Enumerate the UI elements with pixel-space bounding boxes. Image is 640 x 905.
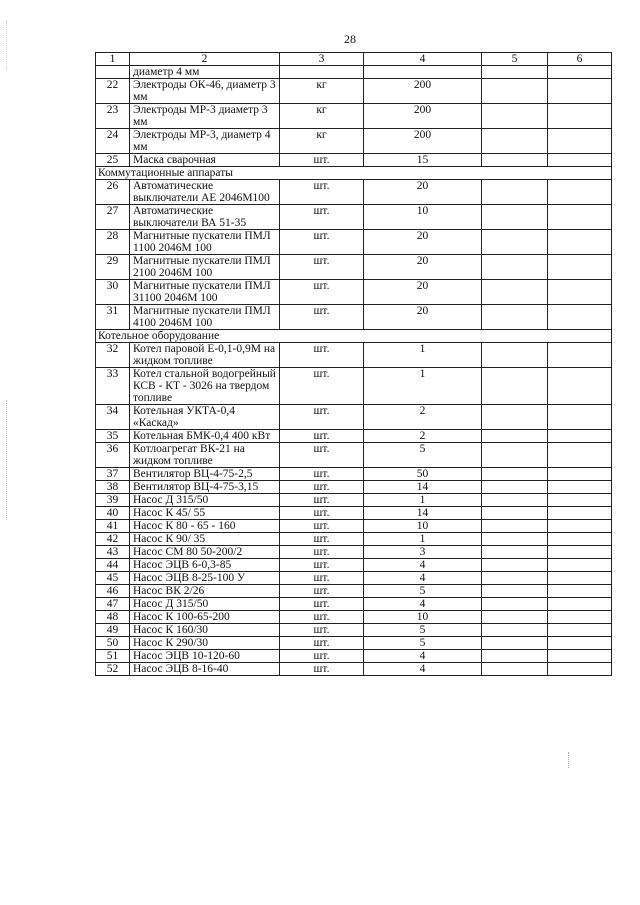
item-col5 bbox=[482, 650, 548, 663]
item-name: Насос Д 315/50 bbox=[130, 494, 280, 507]
item-col6 bbox=[548, 305, 612, 330]
item-col5 bbox=[482, 180, 548, 205]
table-row bbox=[96, 598, 612, 611]
item-col5 bbox=[482, 280, 548, 305]
table-body bbox=[96, 66, 612, 676]
column-header-name: 2 bbox=[130, 53, 280, 66]
item-unit: шт. bbox=[280, 546, 364, 559]
item-unit: шт. bbox=[280, 598, 364, 611]
scan-margin-mark bbox=[568, 752, 571, 768]
item-col6 bbox=[548, 481, 612, 494]
item-col5 bbox=[482, 230, 548, 255]
item-col5 bbox=[482, 637, 548, 650]
section-header-row bbox=[96, 167, 612, 180]
item-name: Котельная УКТА-0,4 «Каскад» bbox=[130, 405, 280, 430]
table-row bbox=[96, 443, 612, 468]
item-col6 bbox=[548, 154, 612, 167]
table-row bbox=[96, 368, 612, 405]
row-number: 47 bbox=[96, 598, 130, 611]
item-quantity: 1 bbox=[364, 494, 482, 507]
column-header-qty: 4 bbox=[364, 53, 482, 66]
table-row bbox=[96, 611, 612, 624]
item-name: Вентилятор ВЦ-4-75-2,5 bbox=[130, 468, 280, 481]
item-unit: шт. bbox=[280, 305, 364, 330]
item-unit: шт. bbox=[280, 611, 364, 624]
item-unit: шт. bbox=[280, 572, 364, 585]
item-col6 bbox=[548, 624, 612, 637]
item-quantity: 200 bbox=[364, 79, 482, 104]
item-col6 bbox=[548, 650, 612, 663]
item-col6 bbox=[548, 637, 612, 650]
item-col5 bbox=[482, 494, 548, 507]
item-quantity: 5 bbox=[364, 443, 482, 468]
table-row bbox=[96, 205, 612, 230]
table-row bbox=[96, 343, 612, 368]
item-quantity: 5 bbox=[364, 585, 482, 598]
row-number: 40 bbox=[96, 507, 130, 520]
table-row bbox=[96, 305, 612, 330]
table-row bbox=[96, 533, 612, 546]
item-col5 bbox=[482, 663, 548, 676]
item-quantity: 5 bbox=[364, 637, 482, 650]
table-row bbox=[96, 494, 612, 507]
row-number: 41 bbox=[96, 520, 130, 533]
item-quantity: 4 bbox=[364, 598, 482, 611]
item-unit: шт. bbox=[280, 180, 364, 205]
item-unit bbox=[280, 66, 364, 79]
item-unit: шт. bbox=[280, 520, 364, 533]
row-number: 31 bbox=[96, 305, 130, 330]
item-col6 bbox=[548, 66, 612, 79]
item-name: Маска сварочная bbox=[130, 154, 280, 167]
row-number: 25 bbox=[96, 154, 130, 167]
item-unit: шт. bbox=[280, 481, 364, 494]
row-number: 30 bbox=[96, 280, 130, 305]
item-name: диаметр 4 мм bbox=[130, 66, 280, 79]
item-unit: шт. bbox=[280, 494, 364, 507]
table-row bbox=[96, 405, 612, 430]
item-name: Магнитные пускатели ПМЛ 1100 2046М 100 bbox=[130, 230, 280, 255]
item-quantity: 10 bbox=[364, 520, 482, 533]
item-unit: шт. bbox=[280, 585, 364, 598]
table-row bbox=[96, 572, 612, 585]
item-col6 bbox=[548, 546, 612, 559]
row-number: 38 bbox=[96, 481, 130, 494]
row-number: 39 bbox=[96, 494, 130, 507]
row-number: 49 bbox=[96, 624, 130, 637]
item-name: Магнитные пускатели ПМЛ 2100 2046М 100 bbox=[130, 255, 280, 280]
item-name: Насос ЭЦВ 8-16-40 bbox=[130, 663, 280, 676]
item-quantity: 20 bbox=[364, 280, 482, 305]
item-unit: кг bbox=[280, 79, 364, 104]
item-quantity: 50 bbox=[364, 468, 482, 481]
column-header-5: 5 bbox=[482, 53, 548, 66]
item-name: Котел стальной водогрейный КСВ - КТ - 3026 на твердом топливе bbox=[130, 368, 280, 405]
item-unit: шт. bbox=[280, 230, 364, 255]
column-header-num: 1 bbox=[96, 53, 130, 66]
item-quantity: 10 bbox=[364, 611, 482, 624]
item-col6 bbox=[548, 468, 612, 481]
item-name: Электроды МР-3, диаметр 4 мм bbox=[130, 129, 280, 154]
row-number: 22 bbox=[96, 79, 130, 104]
table-row bbox=[96, 79, 612, 104]
item-unit: шт. bbox=[280, 343, 364, 368]
item-col5 bbox=[482, 520, 548, 533]
item-col5 bbox=[482, 154, 548, 167]
item-col6 bbox=[548, 507, 612, 520]
item-col6 bbox=[548, 572, 612, 585]
scan-margin-mark bbox=[6, 400, 9, 520]
table-row bbox=[96, 154, 612, 167]
item-name: Насос К 90/ 35 bbox=[130, 533, 280, 546]
page-number: 28 bbox=[344, 32, 356, 46]
item-col6 bbox=[548, 255, 612, 280]
item-quantity: 200 bbox=[364, 129, 482, 154]
column-header-unit: 3 bbox=[280, 53, 364, 66]
item-col6 bbox=[548, 585, 612, 598]
item-quantity: 1 bbox=[364, 533, 482, 546]
table-row bbox=[96, 637, 612, 650]
table-row bbox=[96, 430, 612, 443]
item-col5 bbox=[482, 255, 548, 280]
item-name: Насос СМ 80 50-200/2 bbox=[130, 546, 280, 559]
item-col6 bbox=[548, 368, 612, 405]
row-number: 45 bbox=[96, 572, 130, 585]
item-col6 bbox=[548, 443, 612, 468]
table-row bbox=[96, 585, 612, 598]
item-quantity: 15 bbox=[364, 154, 482, 167]
item-unit: шт. bbox=[280, 468, 364, 481]
table-row bbox=[96, 104, 612, 129]
item-unit: шт. bbox=[280, 637, 364, 650]
table-row bbox=[96, 546, 612, 559]
item-unit: шт. bbox=[280, 255, 364, 280]
item-col5 bbox=[482, 430, 548, 443]
item-quantity: 4 bbox=[364, 650, 482, 663]
item-quantity: 14 bbox=[364, 481, 482, 494]
row-number: 43 bbox=[96, 546, 130, 559]
item-col5 bbox=[482, 585, 548, 598]
row-number: 48 bbox=[96, 611, 130, 624]
item-unit: шт. bbox=[280, 405, 364, 430]
item-unit: шт. bbox=[280, 205, 364, 230]
item-col5 bbox=[482, 559, 548, 572]
item-name: Котельная БМК-0,4 400 кВт bbox=[130, 430, 280, 443]
item-unit: шт. bbox=[280, 663, 364, 676]
item-col6 bbox=[548, 520, 612, 533]
item-quantity: 20 bbox=[364, 255, 482, 280]
table-row bbox=[96, 468, 612, 481]
item-col6 bbox=[548, 343, 612, 368]
item-unit: шт. bbox=[280, 624, 364, 637]
item-unit: шт. bbox=[280, 507, 364, 520]
item-col5 bbox=[482, 468, 548, 481]
item-col5 bbox=[482, 129, 548, 154]
item-name: Насос ЭЦВ 6-0,3-85 bbox=[130, 559, 280, 572]
item-name: Насос К 160/30 bbox=[130, 624, 280, 637]
item-col5 bbox=[482, 79, 548, 104]
column-header-6: 6 bbox=[548, 53, 612, 66]
item-col5 bbox=[482, 624, 548, 637]
item-quantity: 200 bbox=[364, 104, 482, 129]
item-quantity: 4 bbox=[364, 572, 482, 585]
row-number: 52 bbox=[96, 663, 130, 676]
item-quantity: 3 bbox=[364, 546, 482, 559]
item-quantity: 20 bbox=[364, 305, 482, 330]
table-row bbox=[96, 180, 612, 205]
item-col5 bbox=[482, 533, 548, 546]
row-number: 24 bbox=[96, 129, 130, 154]
item-quantity: 10 bbox=[364, 205, 482, 230]
item-name: Насос К 45/ 55 bbox=[130, 507, 280, 520]
item-name: Насос ЭЦВ 10-120-60 bbox=[130, 650, 280, 663]
item-quantity: 5 bbox=[364, 624, 482, 637]
row-number bbox=[96, 66, 130, 79]
item-col5 bbox=[482, 205, 548, 230]
table-row bbox=[96, 507, 612, 520]
item-col6 bbox=[548, 280, 612, 305]
item-quantity: 2 bbox=[364, 405, 482, 430]
row-number: 26 bbox=[96, 180, 130, 205]
table-row bbox=[96, 650, 612, 663]
row-number: 42 bbox=[96, 533, 130, 546]
item-quantity: 20 bbox=[364, 230, 482, 255]
item-col5 bbox=[482, 481, 548, 494]
item-col5 bbox=[482, 305, 548, 330]
item-col6 bbox=[548, 129, 612, 154]
item-quantity: 14 bbox=[364, 507, 482, 520]
item-col5 bbox=[482, 507, 548, 520]
row-number: 32 bbox=[96, 343, 130, 368]
item-col5 bbox=[482, 368, 548, 405]
item-name: Вентилятор ВЦ-4-75-3,15 bbox=[130, 481, 280, 494]
row-number: 46 bbox=[96, 585, 130, 598]
item-col5 bbox=[482, 598, 548, 611]
row-number: 51 bbox=[96, 650, 130, 663]
table-row bbox=[96, 559, 612, 572]
table-row bbox=[96, 230, 612, 255]
table-row bbox=[96, 520, 612, 533]
row-number: 44 bbox=[96, 559, 130, 572]
row-number: 35 bbox=[96, 430, 130, 443]
item-unit: шт. bbox=[280, 154, 364, 167]
table-row bbox=[96, 66, 612, 79]
item-col6 bbox=[548, 559, 612, 572]
item-col6 bbox=[548, 205, 612, 230]
item-name: Автоматические выключатели ВА 51-35 bbox=[130, 205, 280, 230]
item-quantity bbox=[364, 66, 482, 79]
item-col6 bbox=[548, 494, 612, 507]
item-col6 bbox=[548, 611, 612, 624]
item-unit: шт. bbox=[280, 280, 364, 305]
table-row bbox=[96, 255, 612, 280]
item-col5 bbox=[482, 572, 548, 585]
row-number: 27 bbox=[96, 205, 130, 230]
item-unit: шт. bbox=[280, 443, 364, 468]
item-col5 bbox=[482, 343, 548, 368]
table-row bbox=[96, 280, 612, 305]
item-unit: кг bbox=[280, 104, 364, 129]
item-quantity: 1 bbox=[364, 343, 482, 368]
specification-table bbox=[95, 52, 612, 676]
table-row bbox=[96, 663, 612, 676]
item-name: Магнитные пускатели ПМЛ 4100 2046М 100 bbox=[130, 305, 280, 330]
item-quantity: 20 bbox=[364, 180, 482, 205]
item-col6 bbox=[548, 430, 612, 443]
item-unit: шт. bbox=[280, 533, 364, 546]
item-col5 bbox=[482, 443, 548, 468]
table-row bbox=[96, 481, 612, 494]
row-number: 29 bbox=[96, 255, 130, 280]
item-quantity: 4 bbox=[364, 559, 482, 572]
item-name: Магнитные пускатели ПМЛ 31100 2046М 100 bbox=[130, 280, 280, 305]
section-header-row bbox=[96, 330, 612, 343]
item-col5 bbox=[482, 546, 548, 559]
item-unit: шт. bbox=[280, 559, 364, 572]
row-number: 34 bbox=[96, 405, 130, 430]
item-col6 bbox=[548, 230, 612, 255]
item-col6 bbox=[548, 533, 612, 546]
item-quantity: 2 bbox=[364, 430, 482, 443]
row-number: 36 bbox=[96, 443, 130, 468]
row-number: 23 bbox=[96, 104, 130, 129]
item-name: Насос К 100-65-200 bbox=[130, 611, 280, 624]
item-name: Насос Д 315/50 bbox=[130, 598, 280, 611]
item-col5 bbox=[482, 104, 548, 129]
table-header-row bbox=[96, 53, 612, 66]
item-unit: шт. bbox=[280, 430, 364, 443]
item-name: Котел паровой Е-0,1-0,9М на жидком топливе bbox=[130, 343, 280, 368]
item-col6 bbox=[548, 180, 612, 205]
item-col6 bbox=[548, 405, 612, 430]
item-name: Автоматические выключатели АЕ 2046М100 bbox=[130, 180, 280, 205]
item-col6 bbox=[548, 663, 612, 676]
item-col5 bbox=[482, 611, 548, 624]
row-number: 50 bbox=[96, 637, 130, 650]
item-name: Котлоагрегат ВК-21 на жидком топливе bbox=[130, 443, 280, 468]
item-name: Насос ВК 2/26 bbox=[130, 585, 280, 598]
table-row bbox=[96, 129, 612, 154]
section-title: Коммутационные аппараты bbox=[96, 167, 612, 180]
row-number: 33 bbox=[96, 368, 130, 405]
section-title: Котельное оборудование bbox=[96, 330, 612, 343]
item-col6 bbox=[548, 79, 612, 104]
item-name: Насос К 80 - 65 - 160 bbox=[130, 520, 280, 533]
item-name: Насос К 290/30 bbox=[130, 637, 280, 650]
item-name: Электроды ОК-46, диаметр 3 мм bbox=[130, 79, 280, 104]
item-col6 bbox=[548, 598, 612, 611]
item-unit: шт. bbox=[280, 368, 364, 405]
item-name: Насос ЭЦВ 8-25-100 У bbox=[130, 572, 280, 585]
table-row bbox=[96, 624, 612, 637]
item-name: Электроды МР-3 диаметр 3 мм bbox=[130, 104, 280, 129]
item-unit: кг bbox=[280, 129, 364, 154]
item-col6 bbox=[548, 104, 612, 129]
row-number: 28 bbox=[96, 230, 130, 255]
item-unit: шт. bbox=[280, 650, 364, 663]
row-number: 37 bbox=[96, 468, 130, 481]
item-col5 bbox=[482, 66, 548, 79]
item-col5 bbox=[482, 405, 548, 430]
item-quantity: 1 bbox=[364, 368, 482, 405]
item-quantity: 4 bbox=[364, 663, 482, 676]
